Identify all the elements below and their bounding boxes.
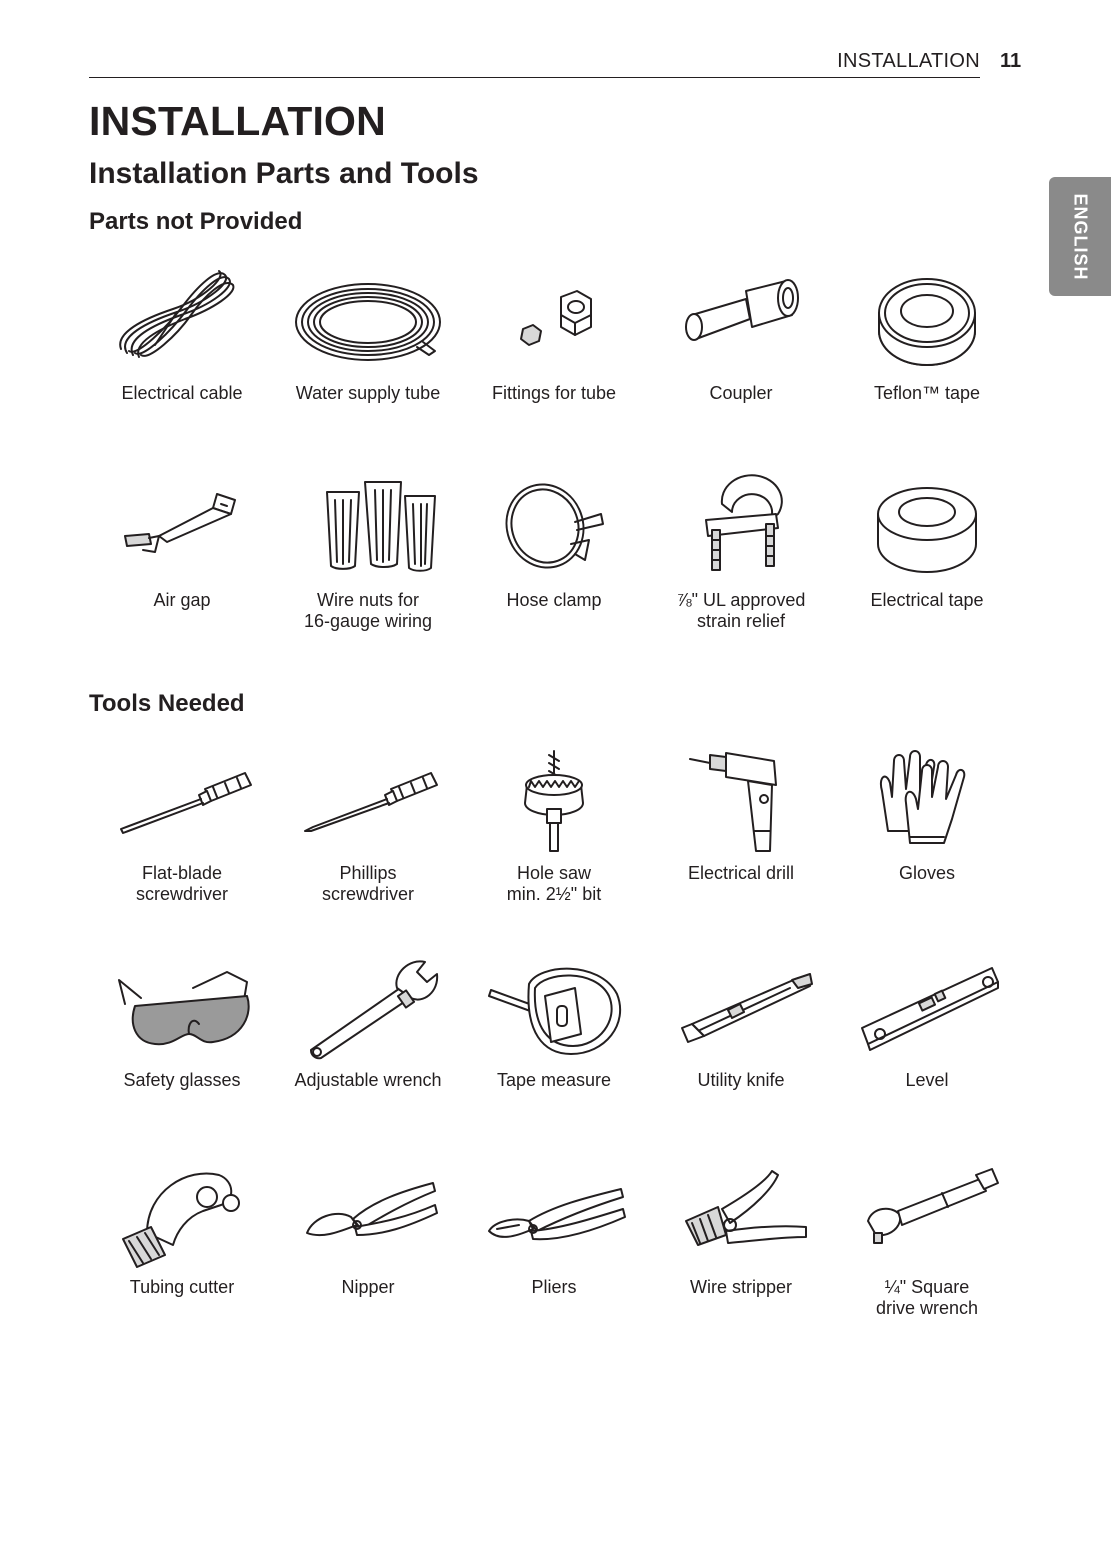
coupler-icon xyxy=(666,267,816,377)
part-item xyxy=(648,474,834,632)
square-drive-wrench-icon xyxy=(852,1161,1002,1271)
tools-heading: Tools Needed xyxy=(89,690,245,717)
strain-relief-icon xyxy=(666,474,816,584)
tool-item xyxy=(648,1161,834,1298)
level-icon xyxy=(852,954,1002,1064)
tool-item xyxy=(461,954,647,1091)
part-label: ⅞" UL approved strain relief xyxy=(676,590,806,631)
tool-item xyxy=(89,954,275,1091)
tool-item xyxy=(275,954,461,1091)
nipper-icon xyxy=(293,1161,443,1271)
part-item xyxy=(648,267,834,404)
tool-item xyxy=(89,1161,275,1298)
part-label: Teflon™ tape xyxy=(873,383,981,403)
tool-item xyxy=(461,747,647,905)
tool-label: Level xyxy=(905,1070,949,1090)
wire-nuts-icon xyxy=(293,474,443,584)
part-item xyxy=(461,474,647,611)
tool-label: Tubing cutter xyxy=(129,1277,235,1297)
tool-label: Tape measure xyxy=(496,1070,612,1090)
part-item xyxy=(834,267,1020,404)
hose-clamp-icon xyxy=(479,474,629,584)
wire-stripper-icon xyxy=(666,1161,816,1271)
running-header-section: INSTALLATION xyxy=(837,50,980,72)
tool-label: Wire stripper xyxy=(689,1277,792,1297)
fittings-icon xyxy=(479,267,629,377)
tool-label: Hole saw min. 2½" bit xyxy=(506,863,602,904)
tubing-cutter-icon xyxy=(107,1161,257,1271)
flat-screwdriver-icon xyxy=(107,747,257,857)
tool-label: Phillips screwdriver xyxy=(321,863,414,904)
tool-label: Nipper xyxy=(341,1277,395,1297)
part-label: Water supply tube xyxy=(295,383,441,403)
tool-item xyxy=(648,954,834,1091)
adjustable-wrench-icon xyxy=(293,954,443,1064)
tool-item xyxy=(461,1161,647,1298)
tool-label: Flat-blade screwdriver xyxy=(135,863,228,904)
gloves-icon xyxy=(852,747,1002,857)
part-item xyxy=(461,267,647,404)
water-supply-tube-icon xyxy=(293,267,443,377)
tool-item xyxy=(834,1161,1020,1319)
language-tab-label: ENGLISH xyxy=(1070,192,1091,281)
part-item xyxy=(275,474,461,632)
tool-item xyxy=(275,747,461,905)
tool-label: Gloves xyxy=(898,863,956,883)
parts-heading: Parts not Provided xyxy=(89,208,303,235)
part-label: Wire nuts for 16-gauge wiring xyxy=(303,590,433,631)
electrical-cable-icon xyxy=(107,267,257,377)
part-item xyxy=(89,267,275,404)
tool-label: Pliers xyxy=(531,1277,577,1297)
page-number: 11 xyxy=(1000,50,1022,72)
electrical-tape-icon xyxy=(852,474,1002,584)
tool-item xyxy=(834,747,1020,884)
tool-item xyxy=(648,747,834,884)
part-label: Electrical tape xyxy=(870,590,984,610)
tool-item xyxy=(89,747,275,905)
tool-label: Safety glasses xyxy=(123,1070,241,1090)
phillips-screwdriver-icon xyxy=(293,747,443,857)
tool-label: Electrical drill xyxy=(687,863,795,883)
part-label: Air gap xyxy=(153,590,211,610)
part-item xyxy=(89,474,275,611)
safety-glasses-icon xyxy=(107,954,257,1064)
hole-saw-icon xyxy=(479,747,629,857)
part-label: Coupler xyxy=(709,383,773,403)
part-item xyxy=(834,474,1020,611)
part-label: Hose clamp xyxy=(506,590,602,610)
running-header xyxy=(89,44,980,78)
part-label: Electrical cable xyxy=(121,383,243,403)
tool-item xyxy=(834,954,1020,1091)
tool-label: ¼" Square drive wrench xyxy=(875,1277,979,1318)
part-item xyxy=(275,267,461,404)
part-label: Fittings for tube xyxy=(491,383,617,403)
tool-label: Adjustable wrench xyxy=(294,1070,442,1090)
air-gap-icon xyxy=(107,474,257,584)
language-tab xyxy=(1049,177,1111,296)
teflon-tape-icon xyxy=(852,267,1002,377)
tool-item xyxy=(275,1161,461,1298)
utility-knife-icon xyxy=(666,954,816,1064)
pliers-icon xyxy=(479,1161,629,1271)
page-title: INSTALLATION xyxy=(89,98,386,144)
section-subtitle: Installation Parts and Tools xyxy=(89,157,479,190)
tape-measure-icon xyxy=(479,954,629,1064)
tool-label: Utility knife xyxy=(697,1070,785,1090)
drill-icon xyxy=(666,747,816,857)
